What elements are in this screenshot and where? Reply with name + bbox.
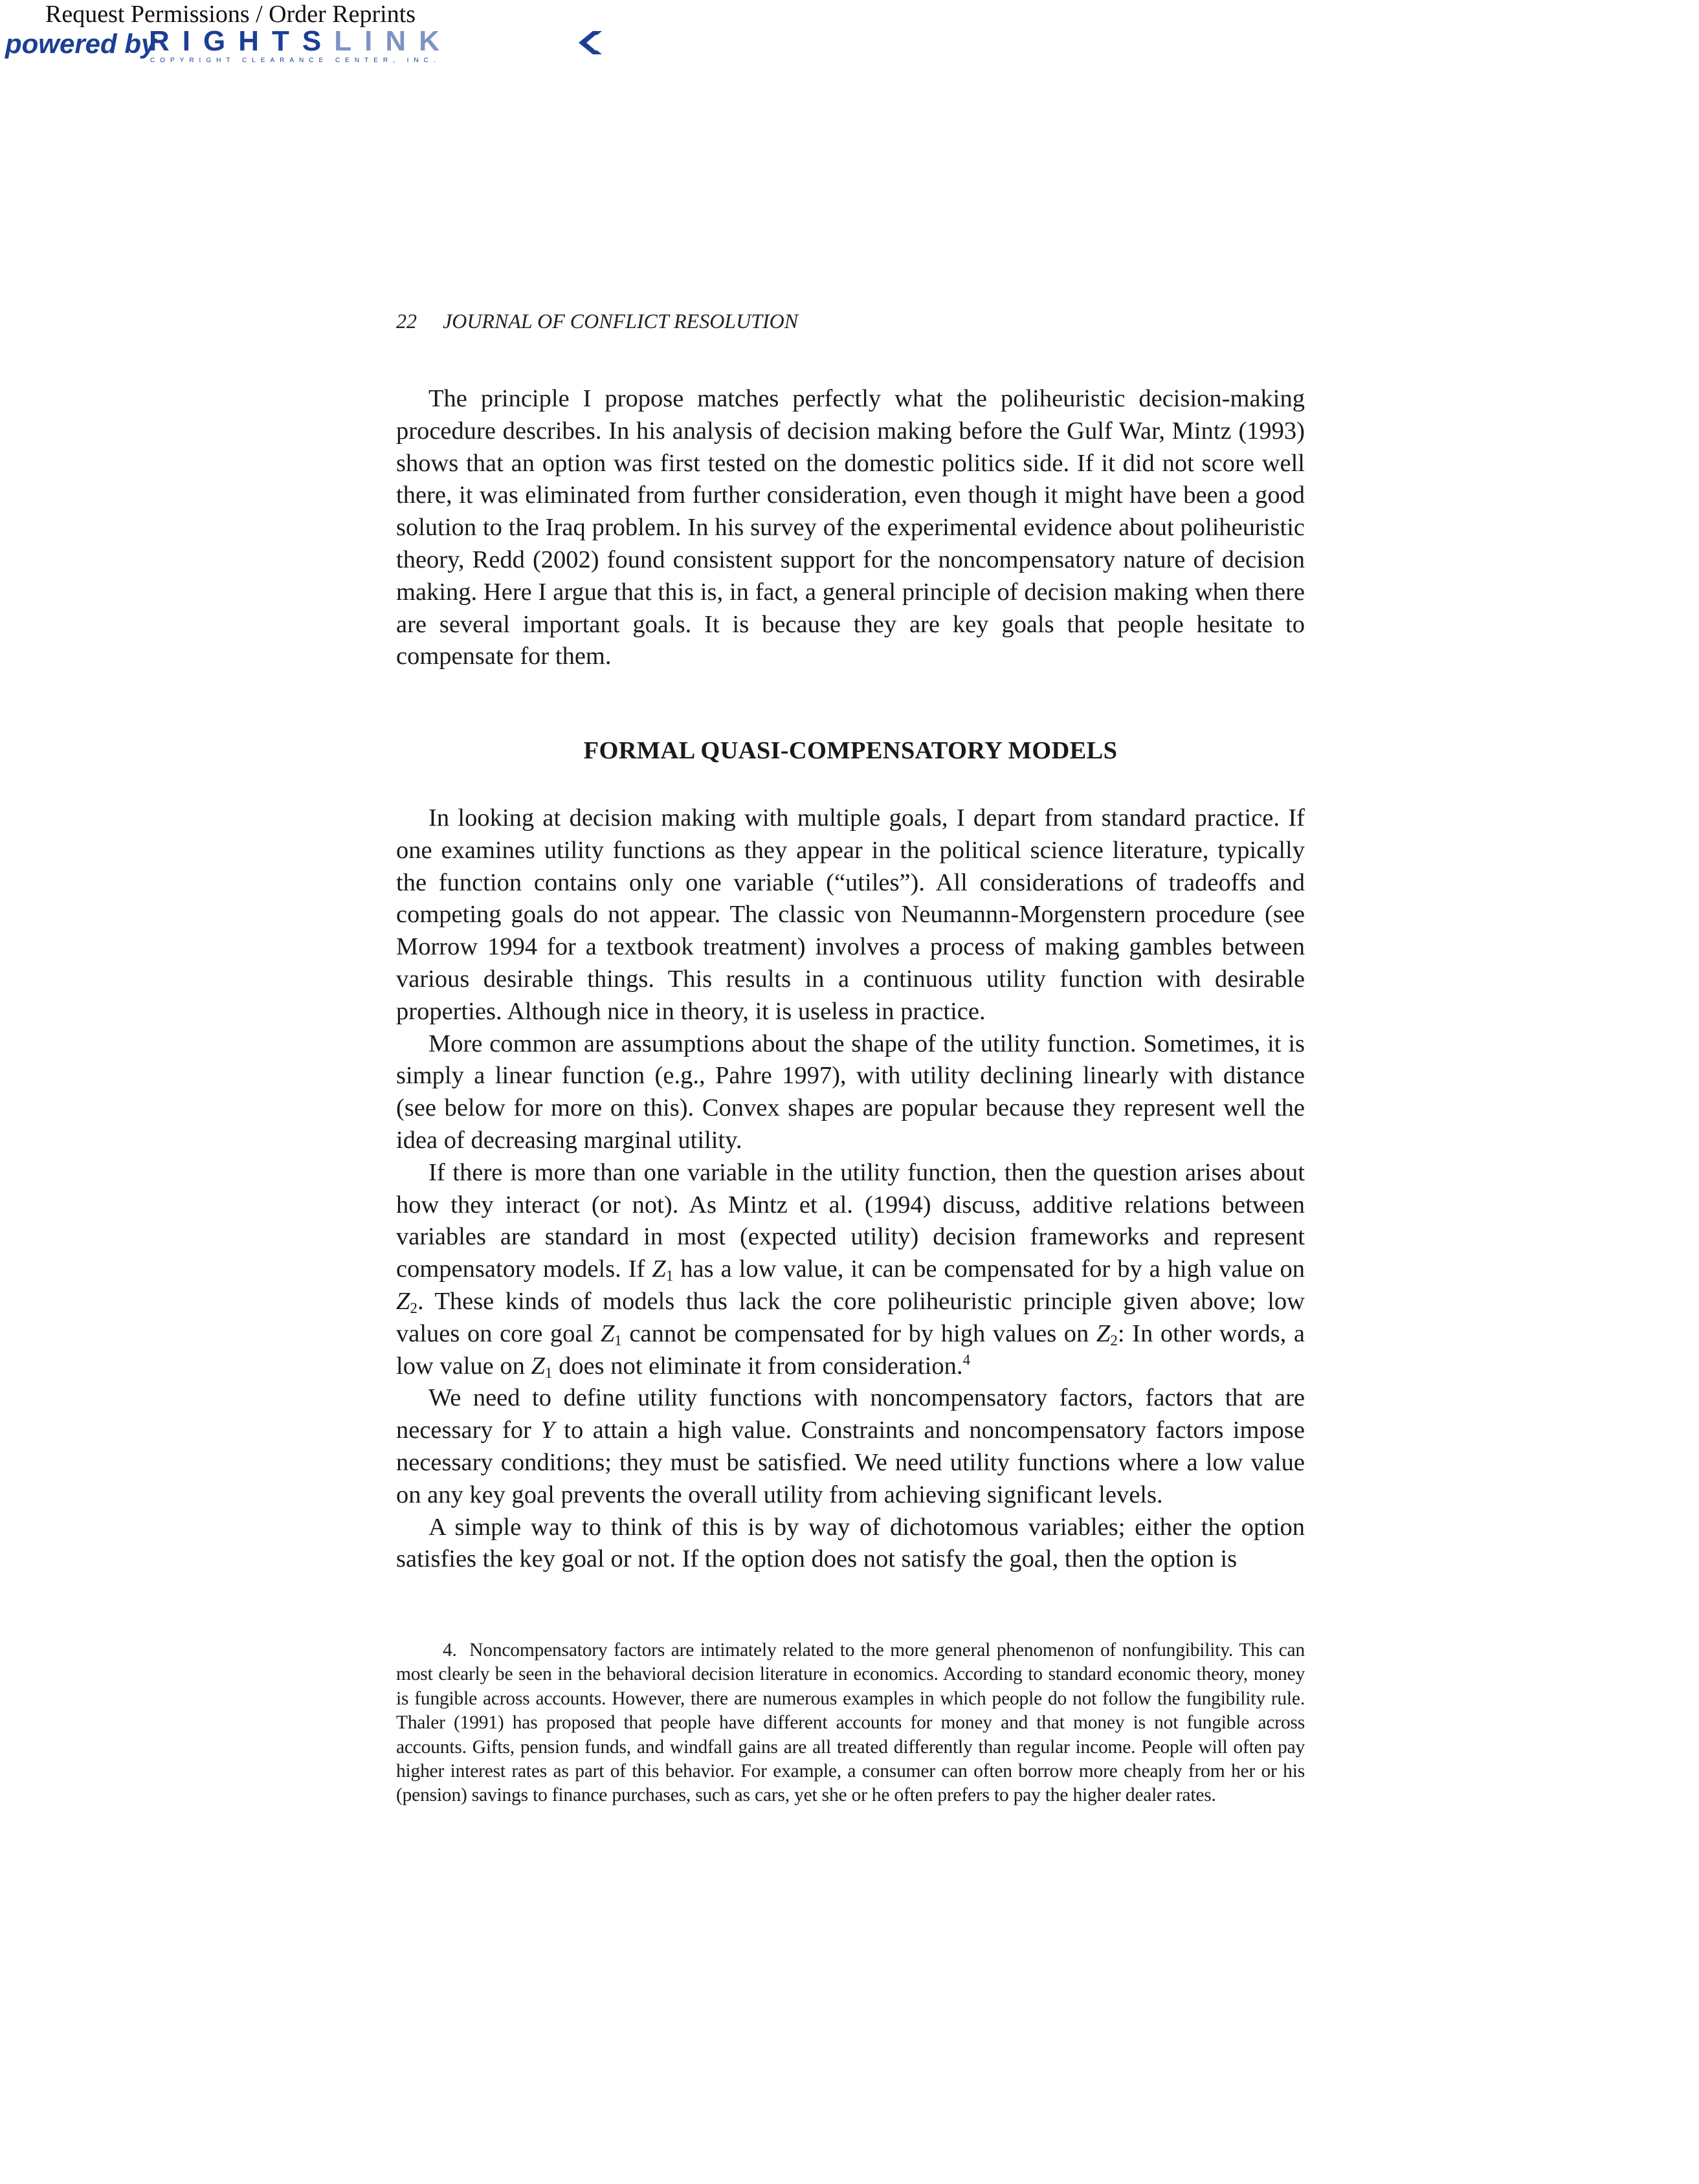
section-heading: FORMAL QUASI-COMPENSATORY MODELS: [583, 737, 1118, 764]
p3-text-b: has a low value, it can be compensated for by a high value on: [673, 1255, 1305, 1283]
footnote: [396, 1638, 1305, 1808]
footnote-text: Noncompensatory factors are intimately related to the more general phenomenon of nonfungibility. This can most clearly be seen in the behavioral decision literature in economics. According to standard economic theory, money is fungible across accounts. However, there are numerous examples in which people do not follow the fungibility rule. Thaler (1991) has proposed that people have different accounts for money and that money is not fungible across accounts. Gifts, pension funds, and windfall gains are all treated differently than regular income. People will often pay higher interest rates as part of this behavior. For example, a consumer can often borrow more cheaply from her or his (pension) savings to finance purchases, such as cars, yet she or he often prefers to pay the higher dealer rates.: [396, 1640, 1305, 1806]
var-z: Z: [531, 1352, 545, 1380]
section-body: [396, 802, 1305, 1576]
section-paragraph-5: A simple way to think of this is by way of dichotomous variables; either the option satisfies the key goal or not. If the option does not satisfy the goal, then the option is: [396, 1513, 1305, 1573]
rightslink-logo-strong: RIGHTS: [149, 25, 335, 57]
p3-text-e: : In other words, a low value on: [396, 1319, 1305, 1380]
sub-1: 1: [544, 1363, 553, 1381]
journal-title: JOURNAL OF CONFLICT RESOLUTION: [443, 309, 799, 333]
section-paragraph-3: [396, 1157, 1305, 1383]
var-y: Y: [540, 1417, 555, 1444]
p3-text-d: cannot be compensated for by high values on: [621, 1319, 1096, 1347]
rightslink-logo[interactable]: [149, 27, 466, 63]
sub-2: 2: [410, 1299, 417, 1316]
p3-text-f: does not eliminate it from consideration.: [552, 1352, 963, 1380]
var-z: Z: [1096, 1319, 1111, 1347]
sub-1: 1: [665, 1267, 674, 1285]
section-paragraph-2: More common are assumptions about the shape of the utility function. Sometimes, it is simply a linear function (e.g., Pahre 1997), with utility declining linearly with distance (see below for more on this). Convex shapes are popular because they represent well the idea of decreasing marginal utility.: [396, 1030, 1305, 1154]
page-number: 22: [396, 309, 417, 333]
footnote-marker[interactable]: 4: [962, 1351, 971, 1368]
rightslink-logo-subtitle: COPYRIGHT CLEARANCE CENTER, INC.: [150, 57, 441, 64]
rightslink-logo-light: LINK: [334, 25, 452, 57]
intro-paragraph: The principle I propose matches perfectly what the poliheuristic decision-making procedure describes. In his analysis of decision making before the Gulf War, Mintz (1993) shows that an option was first tested on the domestic politics side. If it did not score well there, it was eliminated from further consideration, even though it might have been a good solution to the Iraq problem. In his survey of the experimental evidence about poliheuristic theory, Redd (2002) found consistent support for the noncompensatory nature of decision making. Here I argue that this is, in fact, a general principle of decision making when there are several important goals. It is because they are key goals that people hesitate to compensate for them.: [396, 385, 1305, 670]
p3-text-a: If there is more than one variable in the utility function, then the question arises about how they interact (or not). As Mintz et al. (1994) discuss, additive relations between variables are standard in most (expected utility) decision frameworks and represent compensatory models. If: [396, 1158, 1305, 1283]
var-z: Z: [600, 1319, 615, 1347]
p4-text-b: to attain a high value. Constraints and noncompensatory factors impose necessary conditions; they must be satisfied. We need utility functions where a low value on any key goal prevents the overall utility from achieving significant levels.: [396, 1417, 1305, 1508]
p4-text-a: We need to define utility functions with noncompensatory factors, factors that are necessary for: [396, 1384, 1305, 1444]
var-z: Z: [652, 1255, 666, 1283]
sub-2: 2: [1110, 1331, 1118, 1349]
rightslink-logo-wordmark: [149, 27, 452, 56]
request-permissions-link[interactable]: Request Permissions / Order Reprints: [45, 1, 416, 28]
powered-by-label: powered by: [5, 28, 157, 59]
intro-text: [396, 383, 1305, 673]
rightslink-arrow-icon: [573, 28, 606, 57]
sub-1: 1: [614, 1331, 622, 1349]
footnote-number: 4.: [443, 1640, 457, 1660]
section-paragraph-1: In looking at decision making with multiple goals, I depart from standard practice. If one examines utility functions as they appear in the political science literature, typically the function contains only one variable (“utiles”). All considerations of tradeoffs and competing goals do not appear. The classic von Neumannn-Morgenstern procedure (see Morrow 1994 for a textbook treatment) involves a process of making gambles between various desirable things. This results in a continuous utility function with desirable properties. Although nice in theory, it is useless in practice.: [396, 804, 1305, 1025]
p3-text-c: . These kinds of models thus lack the core poliheuristic principle given above; low values on core goal: [396, 1287, 1305, 1347]
var-z: Z: [396, 1287, 410, 1315]
section-paragraph-4: [396, 1382, 1305, 1511]
rightslink-banner: [5, 0, 471, 65]
footnote-paragraph: [396, 1638, 1305, 1808]
running-head: [396, 309, 798, 333]
